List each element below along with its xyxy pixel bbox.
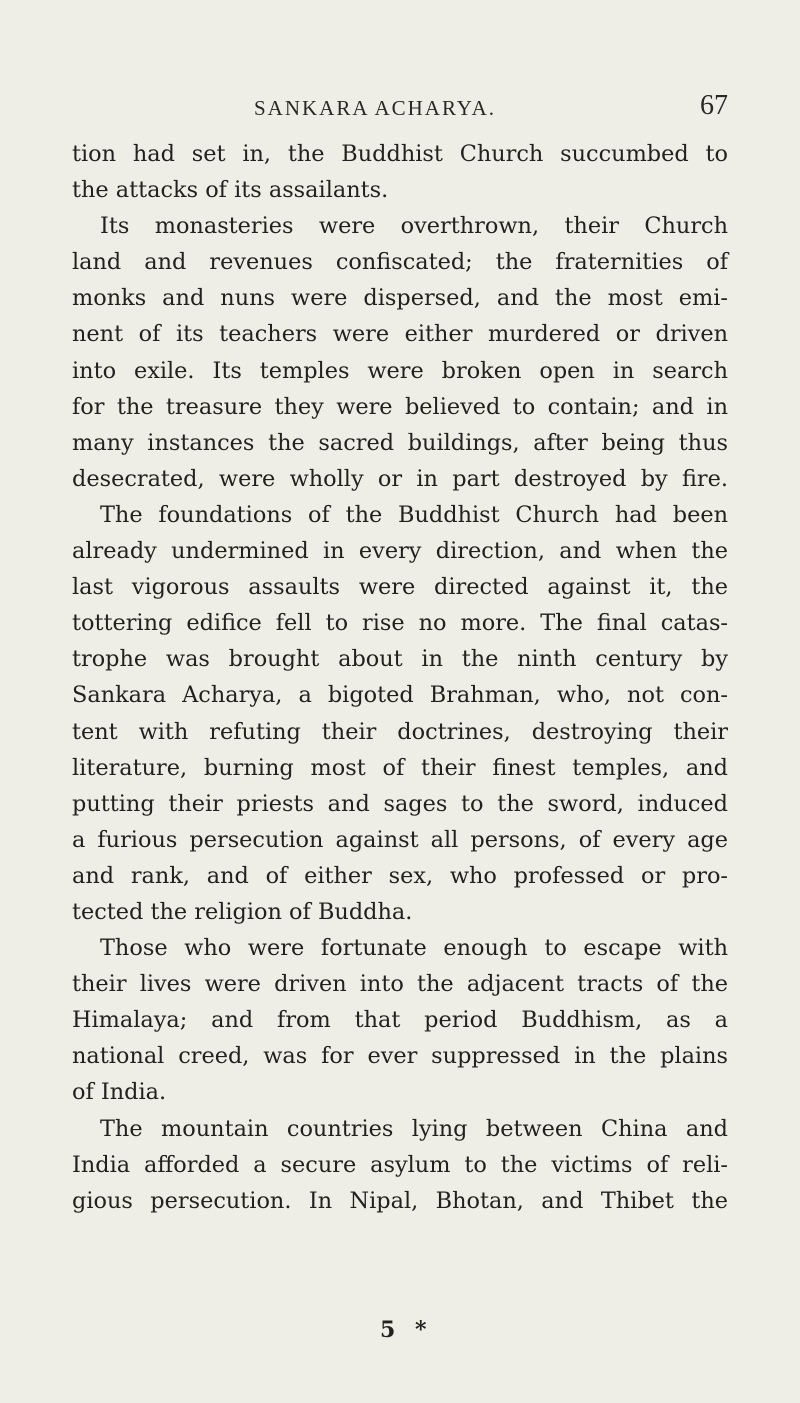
text-line: The foundations of the Buddhist Church had been [100, 501, 728, 528]
running-title: SANKARA ACHARYA. [254, 96, 497, 120]
text-line: the attacks of its assailants. [72, 177, 389, 204]
text-line: monks and nuns were dispersed, and the most emi- [72, 285, 728, 312]
running-head [0, 90, 800, 130]
text-line: their lives were driven into the adjacent tracts of the [72, 971, 728, 998]
text-line: Sankara Acharya, a bigoted Brahman, who, not con- [72, 682, 728, 709]
text-line: putting their priests and sages to the sword, induced [72, 790, 728, 817]
text-line: The mountain countries lying between China and [100, 1115, 728, 1142]
text-line: literature, burning most of their finest temples, and [72, 754, 728, 781]
text-line: a furious persecution against all persons, of every age [72, 826, 728, 853]
text-line: national creed, was for ever suppressed in the plains [72, 1043, 728, 1070]
text-line: Himalaya; and from that period Buddhism, as a [72, 1007, 728, 1034]
text-line: tottering edifice fell to rise no more. The final catas- [72, 610, 728, 637]
signature-mark: 5 * [380, 1317, 433, 1343]
text-line: tected the religion of Buddha. [72, 898, 413, 925]
page-number: 67 [700, 90, 728, 121]
text-line: tent with refuting their doctrines, destroying their [72, 718, 728, 745]
text-line: last vigorous assaults were directed against it, the [72, 574, 728, 601]
text-line: into exile. Its temples were broken open in search [72, 357, 728, 384]
text-line: Its monasteries were overthrown, their Church [100, 213, 728, 240]
text-line: land and revenues confiscated; the fraternities of [72, 249, 728, 276]
text-line: Those who were fortunate enough to escape with [100, 935, 728, 962]
text-line: tion had set in, the Buddhist Church succumbed to [72, 141, 728, 167]
text-line: gious persecution. In Nipal, Bhotan, and Thibet the [72, 1187, 728, 1214]
text-line: trophe was brought about in the ninth century by [72, 646, 728, 673]
text-line: of India. [72, 1079, 167, 1106]
body-text [72, 136, 728, 1219]
text-line: India afforded a secure asylum to the victims of reli- [72, 1151, 728, 1178]
text-line: desecrated, were wholly or in part destroyed by fire. [72, 465, 728, 492]
text-line: and rank, and of either sex, who professed or pro- [72, 862, 728, 889]
text-line: many instances the sacred buildings, after being thus [72, 429, 728, 456]
text-line: already undermined in every direction, and when the [72, 538, 728, 565]
text-line: nent of its teachers were either murdered or driven [72, 321, 728, 348]
text-line: for the treasure they were believed to contain; and in [72, 393, 728, 420]
